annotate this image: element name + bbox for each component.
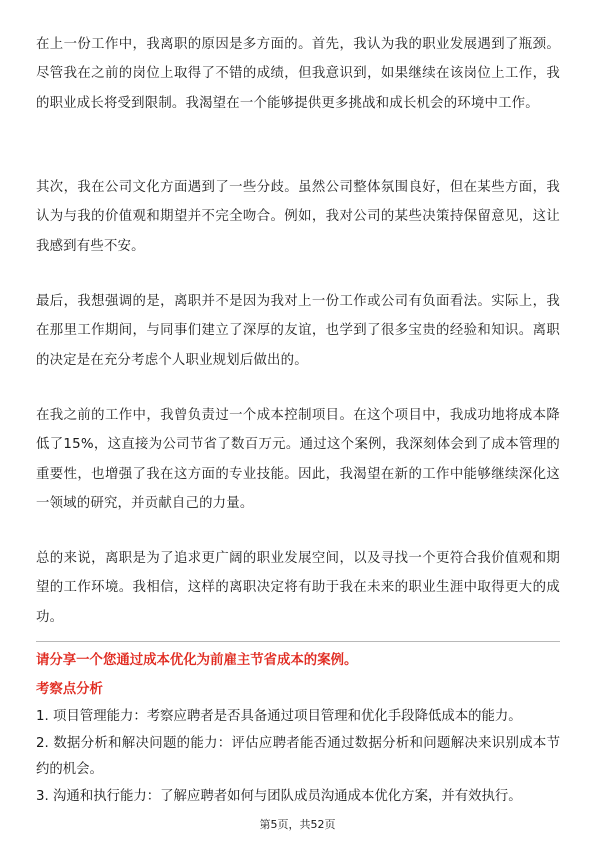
paragraph-5: 总的来说，离职是为了追求更广阔的职业发展空间，以及寻找一个更符合我价值观和期望的工作环境。我相信，这样的离职决定将有助于我在未来的职业生涯中取得更大的成功。 <box>36 551 560 625</box>
paragraph-3: 最后，我想强调的是，离职并不是因为我对上一份工作或公司有负面看法。实际上，我在那里工作期间，与同事们建立了深厚的友谊，也学到了很多宝贵的经验和知识。离职的决定是在充分考虑个人职业规划后做出的。 <box>36 294 560 368</box>
analysis-list <box>36 704 560 810</box>
analysis-item-2: 2. 数据分析和解决问题的能力：评估应聘者能否通过数据分析和问题解决来识别成本节约的机会。 <box>36 735 560 777</box>
page-number: 第5页，共52页 <box>259 818 336 831</box>
analysis-item-1: 1. 项目管理能力：考察应聘者是否具备通过项目管理和优化手段降低成本的能力。 <box>36 709 522 724</box>
section-divider <box>36 641 560 642</box>
question-heading: 请分享一个您通过成本优化为前雇主节省成本的案例。 <box>36 653 358 668</box>
analysis-item-3: 3. 沟通和执行能力：了解应聘者如何与团队成员沟通成本优化方案，并有效执行。 <box>36 788 522 804</box>
paragraph-2: 其次，我在公司文化方面遇到了一些分歧。虽然公司整体氛围良好，但在某些方面，我认为与我的价值观和期望并不完全吻合。例如，我对公司的某些决策持保留意见，这让我感到有些不安。 <box>36 180 560 254</box>
analysis-title: 考察点分析 <box>36 682 103 697</box>
paragraph-4: 在我之前的工作中，我曾负责过一个成本控制项目。在这个项目中，我成功地将成本降低了15%，这直接为公司节省了数百万元。通过这个案例，我深刻体会到了成本管理的重要性，也增强了我在这方面的专业技能。因此，我渴望在新的工作中能够继续深化这一领域的研究，并贡献自己的力量。 <box>36 408 560 511</box>
paragraph-1: 在上一份工作中，我离职的原因是多方面的。首先，我认为我的职业发展遇到了瓶颈。尽管我在之前的岗位上取得了不错的成绩，但我意识到，如果继续在该岗位上工作，我的职业成长将受到限制。我渴望在一个能够提供更多挑战和成长机会的环境中工作。 <box>36 37 560 111</box>
